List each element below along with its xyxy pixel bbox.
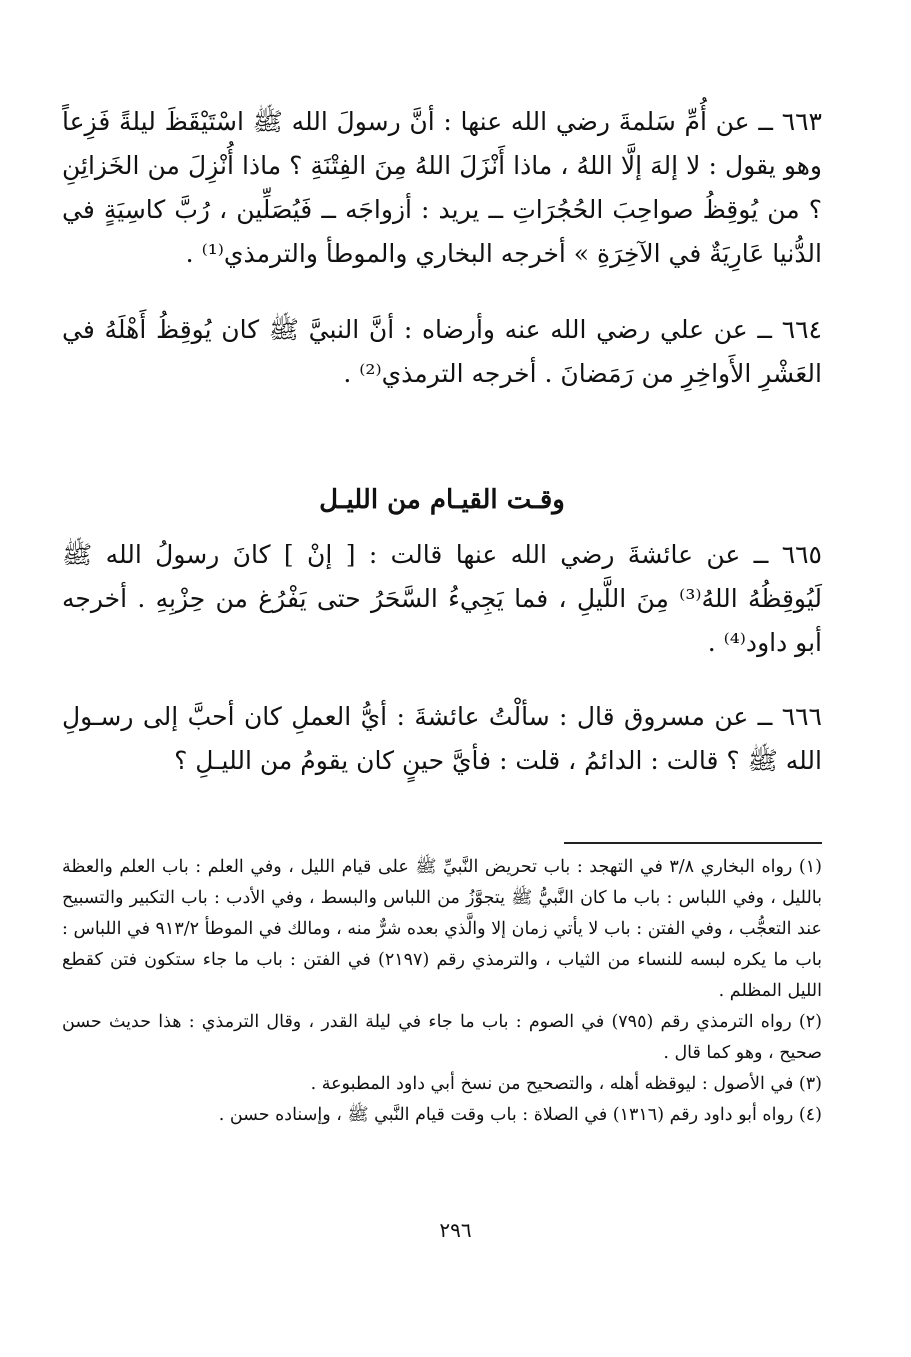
footnote-4: (٤) رواه أبو داود رقم (١٣١٦) في الصلاة : باب وقت قيام النَّبي ﷺ ، وإسناده حسن . xyxy=(218,1105,822,1125)
footnotes xyxy=(62,852,822,1131)
footnote-divider xyxy=(564,842,822,844)
section-heading: وقـت القيـام من الليـل xyxy=(319,485,565,515)
hadith-663: ٦٦٣ ــ عن أُمِّ سَلمةَ رضي الله عنها : أنَّ رسولَ الله ﷺ اسْتَيْقَظَ ليلةً فَزِعاً وهو يقول : لا إلهَ إلَّا اللهُ ، ماذا أَنْزَلَ اللهُ مِنَ الفِتْنَةِ ؟ ماذا أُنْزِلَ من الخَزائِنِ ؟ من يُوقِظُ صواحِبَ الحُجُرَاتِ ــ يريد : أزواجَه ــ فَيُصَلِّين ، رُبَّ كاسِيَةٍ في الدُّنيا عَارِيَةٌ في الآخِرَةِ » أخرجه البخاري والموطأ والترمذي⁽¹⁾ . xyxy=(62,107,822,268)
hadith-664: ٦٦٤ ــ عن علي رضي الله عنه وأرضاه : أنَّ النبيَّ ﷺ كان يُوقِظُ أَهْلَهُ في العَشْرِ الأَواخِرِ من رَمَضانَ . أخرجه الترمذي⁽²⁾ . xyxy=(62,315,822,388)
hadith-666: ٦٦٦ ــ عن مسروق قال : سألْتُ عائشةَ : أيُّ العملِ كان أحبَّ إلى رسـولِ الله ﷺ ؟ قالت : الدائمُ ، قلت : فأيَّ حينٍ كان يقومُ من الليـلِ ؟ xyxy=(62,702,822,775)
footnote-2: (٢) رواه الترمذي رقم (٧٩٥) في الصوم : باب ما جاء في ليلة القدر ، وقال الترمذي : هذا حديث حسن صحيح ، وهو كما قال . xyxy=(62,1012,822,1063)
footnote-1: (١) رواه البخاري ٣/٨ في التهجد : باب تحريض النَّبيِّ ﷺ على قيام الليل ، وفي العلم : باب العلم والعظة بالليل ، وفي اللباس : باب ما كان النَّبيُّ ﷺ يتجوَّزُ من اللباس والبسط ، وفي الأدب : باب التكبير والتسبيح عند التعجُّب ، وفي الفتن : باب لا يأتي زمان إلا والَّذي بعده شرٌّ منه ، ومالك في الموطأ ٩١٣/٢ في اللباس : باب ما يكره لبسه للنساء من الثياب ، والترمذي رقم (٢١٩٧) في الفتن : باب ما جاء ستكون فتن كقطع الليل المظلم . xyxy=(62,857,822,1001)
footnote-3: (٣) في الأصول : ليوقظه أهله ، والتصحيح من نسخ أبي داود المطبوعة . xyxy=(310,1074,822,1094)
page-number: ٢٩٦ xyxy=(439,1218,472,1242)
hadith-665: ٦٦٥ ــ عن عائشةَ رضي الله عنها قالت : [ إنْ ] كانَ رسولُ الله ﷺ لَيُوقِظُهُ اللهُ⁽³⁾ مِنَ اللَّيلِ ، فما يَجِيءُ السَّحَرُ حتى يَفْرُغ من حِزْبِهِ . أخرجه أبو داود⁽⁴⁾ . xyxy=(62,540,822,657)
